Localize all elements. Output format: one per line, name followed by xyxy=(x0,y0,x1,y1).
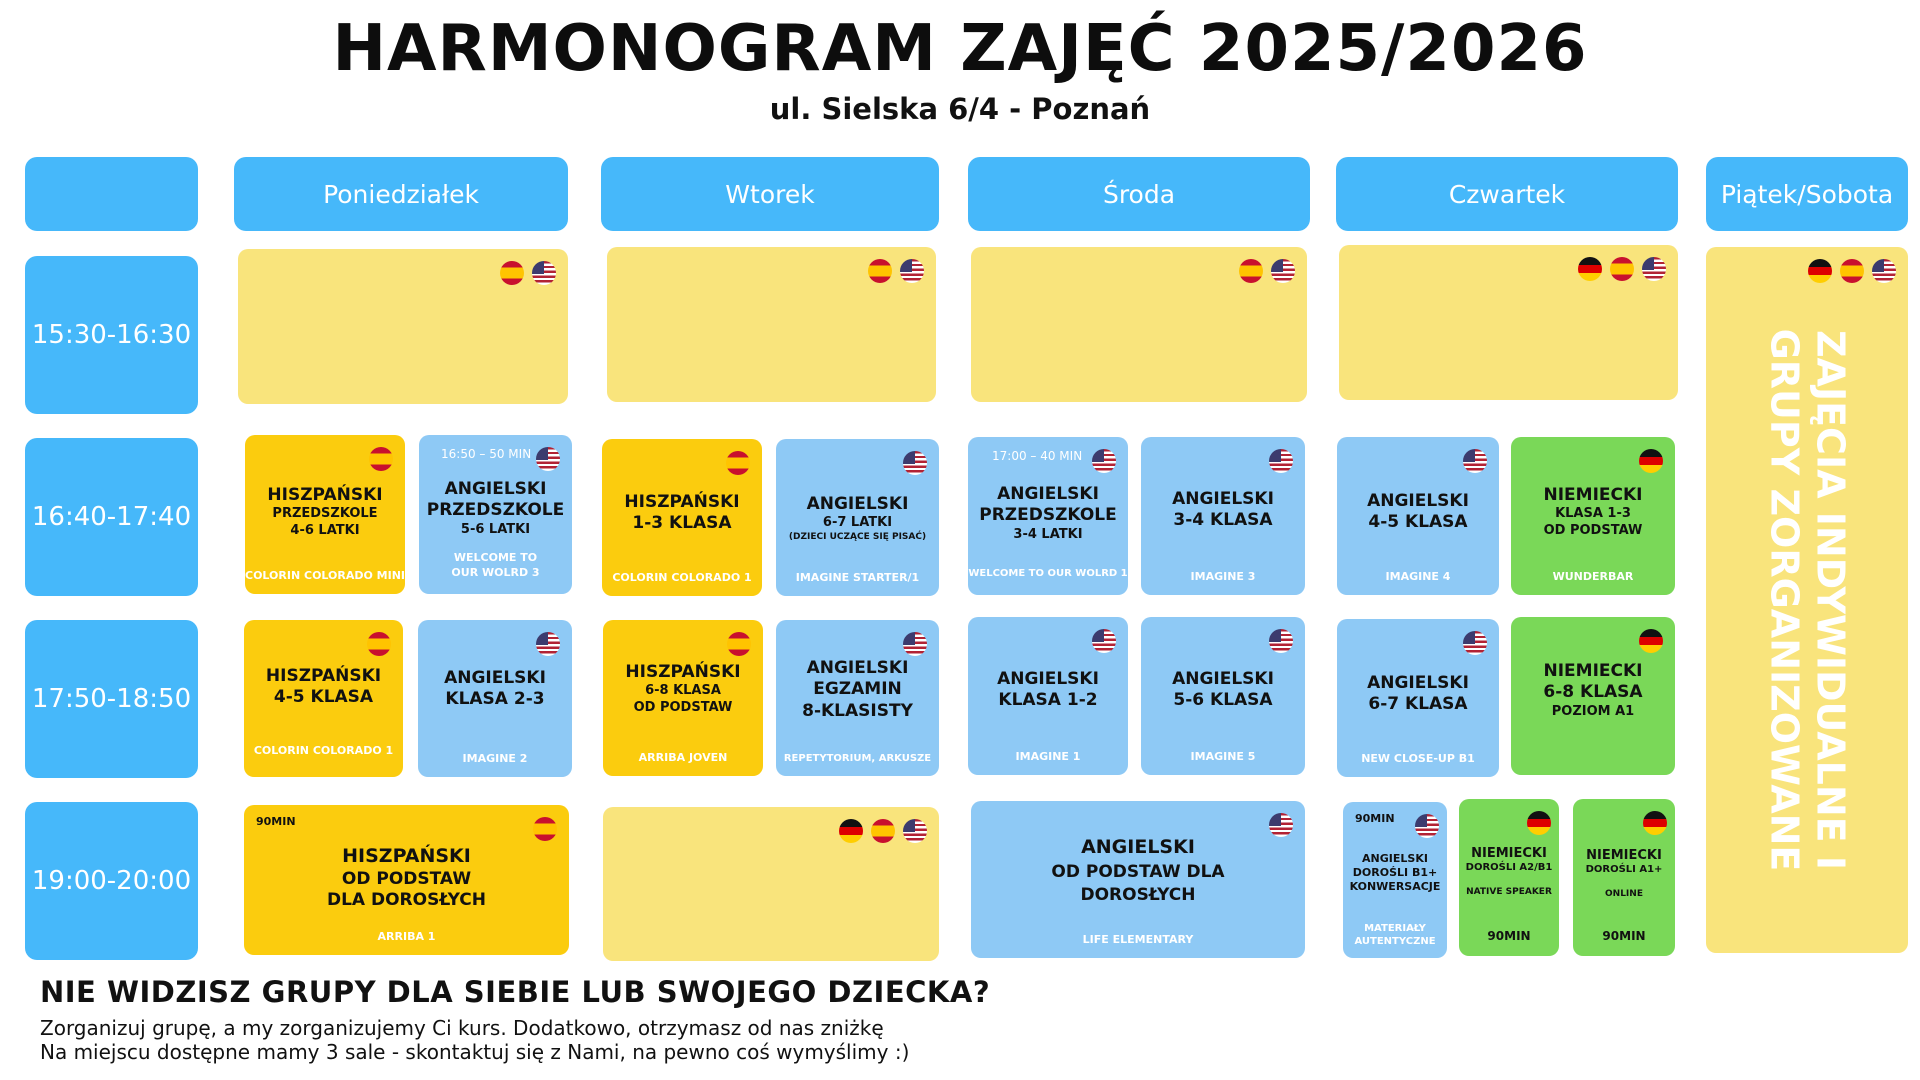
class-language: ANGIELSKI xyxy=(997,484,1099,504)
spain-flag-icon xyxy=(369,447,393,471)
class-book: REPETYTORIUM, ARKUSZE xyxy=(783,753,932,764)
class-book: COLORIN COLORADO MINI xyxy=(245,569,406,582)
class-book: ARRIBA 1 xyxy=(377,930,436,943)
class-book: IMAGINE STARTER/1 xyxy=(795,571,920,584)
usa-flag-icon xyxy=(903,451,927,475)
time-slot-2: 16:40-17:40 xyxy=(25,438,198,596)
class-group: PRZEDSZKOLE xyxy=(426,500,565,521)
germany-flag-icon xyxy=(839,819,863,843)
time-slot-4: 19:00-20:00 xyxy=(25,802,198,960)
class-level: OD PODSTAW DLA xyxy=(1051,861,1225,882)
spain-flag-icon xyxy=(868,259,892,283)
class-language: HISZPAŃSKI xyxy=(624,492,740,512)
class-book: MATERIAŁY xyxy=(1364,923,1426,934)
class-tue-1640-spanish[interactable] xyxy=(602,439,762,596)
class-level: OD PODSTAW xyxy=(633,699,733,715)
usa-flag-icon xyxy=(536,632,560,656)
usa-flag-icon xyxy=(903,632,927,656)
class-group: 6-7 KLASA xyxy=(1368,694,1468,715)
class-thu-1750-english[interactable] xyxy=(1337,619,1499,777)
footer-line-1: Zorganizuj grupę, a my zorganizujemy Ci kurs. Dodatkowo, otrzymasz od nas zniżkę xyxy=(40,1016,884,1040)
class-group: 6-8 KLASA xyxy=(1543,682,1643,703)
class-language: ANGIELSKI xyxy=(997,669,1099,689)
germany-flag-icon xyxy=(1639,629,1663,653)
time-slot-1: 15:30-16:30 xyxy=(25,256,198,414)
usa-flag-icon xyxy=(1463,449,1487,473)
class-thu-1640-german[interactable] xyxy=(1511,437,1675,595)
class-time-tag: 16:50 – 50 MIN xyxy=(441,447,532,461)
class-duration-tag: 90MIN xyxy=(256,815,296,828)
class-wed-1640-english-preschool[interactable] xyxy=(968,437,1128,595)
class-duration: 90MIN xyxy=(1602,929,1646,943)
day-header-friday-saturday: Piątek/Sobota xyxy=(1706,157,1908,231)
day-header-thursday: Czwartek xyxy=(1336,157,1678,231)
class-level: POZIOM A1 xyxy=(1551,703,1635,719)
class-age: 5-6 LATKI xyxy=(460,521,531,537)
class-book: IMAGINE 5 xyxy=(1190,750,1256,763)
class-group: EGZAMIN xyxy=(813,679,902,700)
individual-group-text: ZAJĘCIA INDYWIDUALNE I GRUPY ZORGANIZOWANE xyxy=(1763,328,1853,872)
free-slot-tue-1530[interactable] xyxy=(607,247,936,402)
footer-line-2: Na miejscu dostępne mamy 3 sale - skontaktuj się z Nami, na pewno coś wymyślimy :) xyxy=(40,1040,910,1064)
class-group: 4-5 KLASA xyxy=(1368,512,1468,533)
class-wed-1750-english-5-6[interactable] xyxy=(1141,617,1305,775)
class-language: HISZPAŃSKI xyxy=(342,845,471,867)
class-book: IMAGINE 3 xyxy=(1190,570,1256,583)
day-header-monday: Poniedziałek xyxy=(234,157,568,231)
class-language: ANGIELSKI xyxy=(1081,836,1195,858)
class-duration-tag: 90MIN xyxy=(1355,812,1395,825)
class-tue-1750-english-exam[interactable] xyxy=(776,620,939,776)
usa-flag-icon xyxy=(903,819,927,843)
class-book: IMAGINE 4 xyxy=(1385,570,1451,583)
free-slot-mon-1530[interactable] xyxy=(238,249,568,404)
class-group: 6-8 KLASA xyxy=(645,683,721,699)
class-group: 3-4 KLASA xyxy=(1173,510,1273,531)
class-duration: 90MIN xyxy=(1487,929,1531,943)
class-group: KLASA 1-2 xyxy=(998,690,1098,711)
class-age: 4-6 LATKI xyxy=(290,522,360,538)
class-book: LIFE ELEMENTARY xyxy=(1082,933,1194,946)
spain-flag-icon xyxy=(367,632,391,656)
spain-flag-icon xyxy=(533,817,557,841)
usa-flag-icon xyxy=(1271,259,1295,283)
spain-flag-icon xyxy=(500,261,524,285)
class-book: AUTENTYCZNE xyxy=(1354,936,1436,947)
usa-flag-icon xyxy=(536,447,560,471)
day-header-wednesday: Środa xyxy=(968,157,1310,231)
class-mon-1640-english[interactable] xyxy=(419,435,572,594)
class-language: ANGIELSKI xyxy=(806,494,909,514)
class-note: NATIVE SPEAKER xyxy=(1466,886,1552,897)
class-group: DOROŚLI B1+ xyxy=(1352,865,1438,879)
class-group: PRZEDSZKOLE xyxy=(272,506,378,522)
class-group: 4-5 KLASA xyxy=(273,687,374,708)
class-book: WELCOME TO OUR WOLRD 3 xyxy=(451,551,540,579)
class-language: NIEMIECKI xyxy=(1586,848,1662,863)
class-mon-1750-spanish[interactable] xyxy=(244,620,403,777)
class-group: DLA DOROSŁYCH xyxy=(326,890,487,910)
spain-flag-icon xyxy=(1239,259,1263,283)
class-mon-1750-english[interactable] xyxy=(418,620,572,777)
class-mon-1640-spanish[interactable] xyxy=(245,435,405,594)
class-language: ANGIELSKI xyxy=(806,658,909,678)
class-group: KLASA 1-3 xyxy=(1555,506,1631,522)
class-language: ANGIELSKI xyxy=(1172,489,1274,509)
class-group: 5-6 KLASA xyxy=(1173,690,1273,711)
spain-flag-icon xyxy=(726,451,750,475)
free-slot-thu-1530[interactable] xyxy=(1339,245,1678,400)
class-book: COLORIN COLORADO 1 xyxy=(253,744,394,757)
germany-flag-icon xyxy=(1527,811,1551,835)
class-group: DOROŚLI A2/B1 xyxy=(1465,862,1553,874)
class-level: KONWERSACJE xyxy=(1349,879,1441,893)
class-wed-1900-english-adults[interactable] xyxy=(971,801,1305,958)
class-book: IMAGINE 1 xyxy=(1015,750,1081,763)
class-note: (DZIECI UCZĄCE SIĘ PISAĆ) xyxy=(788,531,927,542)
class-book: ARRIBA JOVEN xyxy=(638,751,728,764)
class-mon-1900-spanish-adults[interactable] xyxy=(244,805,569,955)
class-thu-1640-english[interactable] xyxy=(1337,437,1499,595)
usa-flag-icon xyxy=(1463,631,1487,655)
class-language: NIEMIECKI xyxy=(1543,661,1643,681)
time-slot-3: 17:50-18:50 xyxy=(25,620,198,778)
class-group: DOROSŁYCH xyxy=(1080,885,1196,906)
class-thu-1750-german[interactable] xyxy=(1511,617,1675,775)
address: ul. Sielska 6/4 - Poznań xyxy=(769,92,1151,126)
page-title: HARMONOGRAM ZAJĘĆ 2025/2026 xyxy=(332,12,1588,86)
germany-flag-icon xyxy=(1639,449,1663,473)
corner-header xyxy=(25,157,198,231)
class-book: WUNDERBAR xyxy=(1552,570,1634,583)
germany-flag-icon xyxy=(1643,811,1667,835)
usa-flag-icon xyxy=(532,261,556,285)
day-header-tuesday: Wtorek xyxy=(601,157,939,231)
germany-flag-icon xyxy=(1578,257,1602,281)
class-time-tag: 17:00 – 40 MIN xyxy=(992,449,1083,463)
class-language: NIEMIECKI xyxy=(1543,485,1643,505)
class-language: HISZPAŃSKI xyxy=(625,662,741,682)
usa-flag-icon xyxy=(1415,814,1439,838)
class-wed-1640-english-3-4[interactable] xyxy=(1141,437,1305,595)
class-tue-1640-english[interactable] xyxy=(776,439,939,596)
usa-flag-icon xyxy=(1269,629,1293,653)
usa-flag-icon xyxy=(1642,257,1666,281)
spain-flag-icon xyxy=(1840,259,1864,283)
usa-flag-icon xyxy=(900,259,924,283)
class-language: ANGIELSKI xyxy=(444,479,547,499)
individual-group-panel xyxy=(1706,247,1908,953)
class-language: HISZPAŃSKI xyxy=(265,666,382,686)
class-language: ANGIELSKI xyxy=(1362,852,1428,865)
class-language: ANGIELSKI xyxy=(1367,491,1469,511)
class-age: 3-4 LATKI xyxy=(1013,526,1083,542)
class-language: NIEMIECKI xyxy=(1471,846,1547,861)
class-language: ANGIELSKI xyxy=(1172,669,1274,689)
usa-flag-icon xyxy=(1092,449,1116,473)
footer-text xyxy=(40,1016,909,1064)
usa-flag-icon xyxy=(1092,629,1116,653)
class-thu-1900-english-conversation[interactable] xyxy=(1343,802,1447,958)
class-level: OD PODSTAW xyxy=(341,868,472,889)
class-book: IMAGINE 2 xyxy=(462,752,528,765)
class-age: 6-7 LATKI xyxy=(822,515,893,531)
class-book: WELCOME TO OUR WOLRD 1 xyxy=(968,568,1128,579)
class-language: HISZPAŃSKI xyxy=(267,485,383,505)
class-group: KLASA 2-3 xyxy=(445,689,545,710)
class-group: PRZEDSZKOLE xyxy=(979,505,1117,526)
germany-flag-icon xyxy=(1808,259,1832,283)
class-group: 1-3 KLASA xyxy=(632,513,732,534)
usa-flag-icon xyxy=(1269,449,1293,473)
class-group: DOROŚLI A1+ xyxy=(1585,864,1663,876)
class-thu-1900-german-native[interactable] xyxy=(1459,799,1559,956)
class-language: ANGIELSKI xyxy=(1367,673,1469,693)
spain-flag-icon xyxy=(727,632,751,656)
class-book: COLORIN COLORADO 1 xyxy=(612,571,752,584)
class-tue-1750-spanish[interactable] xyxy=(603,620,763,776)
footer-heading: NIE WIDZISZ GRUPY DLA SIEBIE LUB SWOJEGO DZIECKA? xyxy=(40,975,991,1009)
usa-flag-icon xyxy=(1872,259,1896,283)
class-thu-1900-german-online[interactable] xyxy=(1573,799,1675,956)
class-level: OD PODSTAW xyxy=(1543,522,1643,538)
class-note: ONLINE xyxy=(1605,888,1643,899)
class-level: 8-KLASISTY xyxy=(802,700,913,721)
class-language: ANGIELSKI xyxy=(444,668,546,688)
spain-flag-icon xyxy=(1610,257,1634,281)
free-slot-tue-1900[interactable] xyxy=(603,807,939,961)
free-slot-wed-1530[interactable] xyxy=(971,247,1307,402)
class-wed-1750-english-1-2[interactable] xyxy=(968,617,1128,775)
spain-flag-icon xyxy=(871,819,895,843)
class-book: NEW CLOSE-UP B1 xyxy=(1361,752,1475,765)
